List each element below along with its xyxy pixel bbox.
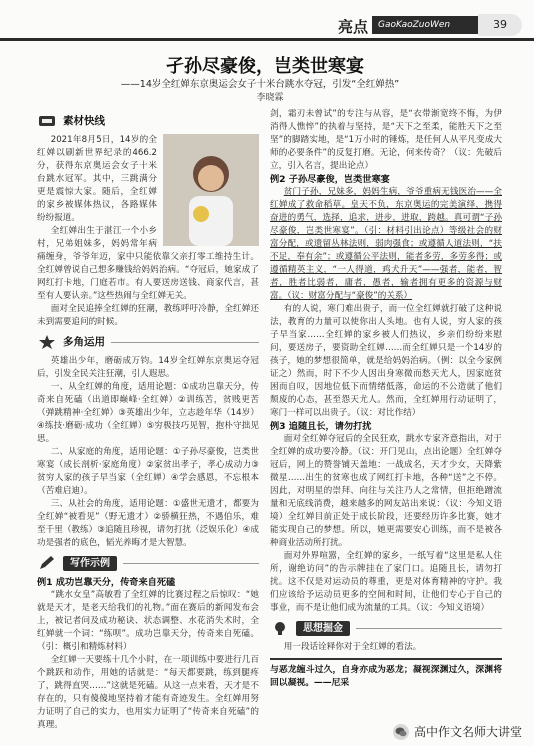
right-column: [270, 108, 502, 690]
page-number: 39: [478, 14, 522, 36]
paragraph: 英雄出少年，磨砺成万钧。14岁全红婵东京奥运夺冠后，引发全民关注狂潮，引人遐思。: [37, 356, 259, 379]
paragraph: 三、从社会的角度，适用论题：①盛世无遗才，都要为全红婵“被看见”（野无遗才）②骄横狂热，不遇伯乐，难至千里（教练）③追随且珍视，请勿打扰（泛娱乐化）④成功是强者的底色，韬光养晦才是大智慧。: [37, 499, 259, 548]
section-label: 多角运用: [63, 335, 105, 348]
article-author: 李晓霖: [256, 93, 284, 103]
quote: 与恶龙缠斗过久，自身亦成为恶龙；凝视深渊过久，深渊将回以凝视。——尼采: [270, 665, 502, 688]
paragraph: “跳水女皇”高敏看了全红婵的比赛过程之后惊叹：“她就是天才，是老天给我们的礼物。”面在赛后的新闻发布会上，被记者问及成功秘诀、状态调整、水花消失术时，全红婵就一个词：“练呗”。成功岂靠天分，传奇来自死磕。（引：概引和精炼材料）: [37, 590, 259, 652]
example-heading: 例1 成功岂靠天分，传奇来自死磕: [37, 577, 176, 588]
section-header-material: [37, 112, 259, 130]
example-heading: 例2 子孙尽豪俊，岂类世寒宴: [270, 174, 390, 185]
paragraph: 二、从家庭的角度，适用论题：①子孙尽豪俊，岂类世寒宴（成长剖析·家庭角度）②家贫出孝子，孝心成动力③贫穷人家的孩子早当家（全红婵）④学会感恩，不忘根本（苦难启迪）。: [37, 447, 259, 496]
star-icon: [37, 334, 57, 350]
divider: [123, 563, 259, 564]
watermark-text: 高中作文名师大讲堂: [413, 725, 522, 739]
section-label: 写作示例: [63, 556, 117, 571]
divider: [111, 342, 259, 343]
quote-box: [270, 658, 502, 690]
paragraph: 面对全民追捧全红婵的狂潮，教练呼吁冷静，全红婵还未到需要追问的时候。: [37, 304, 259, 327]
paragraph: 一、从全红婵的角度，适用论题：①成功岂靠天分，传奇来自死磕（出道即巅峰·全红婵）②训练苦，贫贱更苦（弹跳精神·全红婵）③英雄出少年，立志趁年华（14岁）④练技·磨砺·成功（全红婵）⑤穷极技巧见智，抱朴守拙见思。: [37, 382, 259, 444]
bookmark-icon: [37, 113, 57, 129]
paragraph: 全红婵一天要练十几个小时，在一项训练中要进行几百个跳跃和动作，用她的话就是：“每天都要跳，练到腿疼了，跳得直哭……”这就是死磕。从这一点来看，天才是不存在的，只有傻傻地坚持着才能有奇迹发生。全红婵用努力证明了自己的实力，也用实力证明了“传奇来自死磕”的真理。: [37, 655, 259, 730]
article-subtitle: ——14岁全红婵东京奥运会女子十米台跳水夺冠，引发“全红婵热”: [120, 79, 400, 90]
page-header: [0, 0, 534, 44]
paragraph: 2021年8月5日，14岁的全红婵以刷新世界纪录的466.2分，获得东京奥运会女子十米台跳水冠军。其中，三跳满分更是震惊大家。随后，全红婵的家乡被媒体热议，各路媒体纷纷报道。: [37, 135, 157, 223]
example-heading: 例3 追随且长，请勿打扰: [270, 421, 372, 432]
section-title: 亮点: [338, 18, 369, 36]
article-title: 孑孙尽豪俊，岂类世寒宴: [166, 56, 364, 77]
watermark: [393, 723, 522, 740]
paragraph: 面对全红婵夺冠后的全民狂欢，跳水专家齐意指出，对于全红婵的成功要冷静。（议：开门见山，点出论题）全红婵夺冠后，网上的赞誉铺天盖地：一战成名，天才少女，天降紫微星……出生的贫寒也成了网红打卡地，各种“送”之不停。因此，对明星的崇拜、向往与关注乃人之常情，但拒绝蹭流量和无底线消费，越来越多的网友站出来说：（议：今知义语境）全红婵目前正处于成长阶段，还要经历许多比赛，她才能实现自己的梦想。所以，她更需要安心训练，而不是被各种商业活动所打扰。: [270, 434, 502, 548]
section-label: 素材快线: [63, 114, 105, 127]
wechat-icon: [393, 724, 409, 740]
paragraph: 有的人说，寒门难出贵子，而一位全红婵就打破了这种说法，教育的力量可以使你出人头地。也有人说，穷人家的孩子早当家……全红婵的家乡被人们热议，乡亲们纷纷来慰问，要送房子，要资助全红婵……而全红婵只是一个14岁的孩子，她的梦想很简单，就是给妈妈治病。（例：以全今家例证之）然而，时下不少人因出身寒微而愁天尤人，因家庭贫困而自叹，因地位低下而情绪低落，命运的不公造就了他们颓废的心态，甚至怨天尤人。然而，全红婵用行动证明了，寒门一样可以出贵子。（议：对比作结）: [270, 304, 502, 418]
section-band: GaoKaoZuoWen: [372, 16, 480, 34]
header-rule: [0, 38, 534, 41]
pen-icon: [37, 555, 57, 571]
paragraph: 全红婵出生于湛江一个小乡村，兄弟姐妹多，妈妈常年病痛缠身，爷爷年迈，家中只能依靠父亲打零工维持生计。全红婵曾说自己想多赚钱给妈妈治病。“夺冠后，她家成了网红打卡地，门庭若市。有人要送房送钱、商家代言，甚至有人要认亲。”这些热闹与全红婵无关。: [37, 226, 259, 301]
paragraph: 用一段话诠释你对于全红婵的看法。: [283, 642, 422, 652]
paragraph: 面对外界喧嚣，全红婵的家乡，一纸写着“这里是私人住所，谢绝访问”的告示牌挂在了家门口。追随且长，请勿打扰。这不仅是对运动员的尊重，更是对体育精神的守护。我们应该给予运动员更多的空间和时间，让他们专心于自己的事业，而不是让他们成为流量的工具。（议：今知义语境）: [270, 551, 502, 613]
paragraph: 剑，霜刃未曾试”的专注与从容，是“衣带渐宽终不悔，为伊消得人憔悴”的执着与坚持，是“天下之至柔，能胜天下之至坚”的脚踏实地，是“1万小时的锤炼，是任何人从平凡变成大师的必要条件”的反复打磨。无论，何来传奇？（议：先破后立，引入名言，提出论点）: [270, 109, 502, 171]
section-header-usage: [37, 333, 259, 351]
athlete-photo: [163, 134, 259, 246]
section-label: 思想掘金: [296, 621, 350, 636]
section-header-writing: [37, 554, 259, 572]
section-header-thought: [270, 619, 502, 637]
left-column: [37, 108, 259, 732]
bulb-icon: [270, 620, 290, 636]
divider: [356, 628, 502, 629]
paragraph: 贫门子孙，兄妹多，妈妈生病，爷爷重病无钱医治——全红婵成了救命稻草。皇天不负，东京奥运的完美演绎，携得奋进的勇气，选择，追求，进步，进取，跨越。真可谓“子孙尽豪俊，岂类世寒宴”。（引：材料引出论点）等级社会的财富分配，或遗留丛林法则，弱肉强食；或遵循人道法则，“扶不足，奉有余”；或遵循公平法则，能者多劳，多劳多得；或遵循精英主义，“一人得道，鸡犬升天”——强者，能者，智者，胜者比弱者，庸者，愚者，输者拥有更多的资源与财富。（议：财富分配与“豪俊”的关系）: [270, 187, 502, 301]
